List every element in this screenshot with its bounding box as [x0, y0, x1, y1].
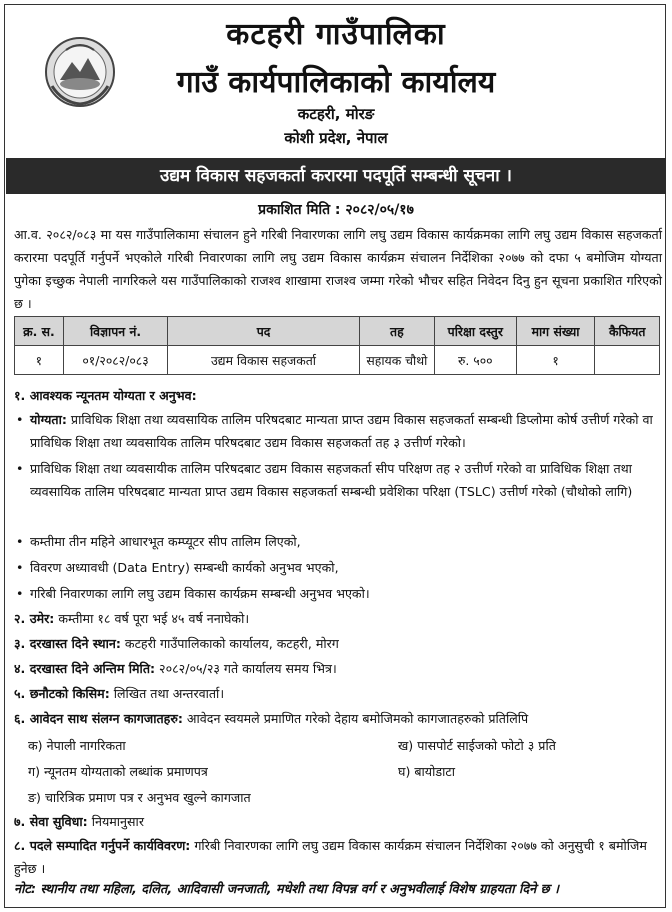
section-5-selection: ५. छनौटको किसिम: लिखित तथा अन्तरवार्ता। — [14, 686, 225, 701]
section-7-benefits: ७. सेवा सुविधा: नियमानुसार — [14, 814, 144, 829]
skill-test-bullet: • प्राविधिक शिक्षा तथा व्यवसायीक तालिम परिषदबाट उद्यम विकास सहजकर्ता सीप परिक्षण तह २ उत्तीर्ण गरेको वा प्राविधिक शिक्षा तथा व्यवसायिक तालिम परिषदबाट मान्यता प्राप्त उद्यम विकास सहजकर्ता सम्बन्धी प्रवेशिका परिक्षा (TSLC) उत्तीर्ण गरेको (चौथोको लागि) — [30, 457, 660, 503]
header-level: तह — [359, 317, 434, 346]
cell-post: उद्यम विकास सहजकर्ता — [168, 346, 360, 375]
header-advert-no: विज्ञापन नं. — [63, 317, 167, 346]
municipality-name: कटहरी गाउँपालिका — [226, 17, 446, 52]
section-6-documents: ६. आवेदन साथ संलग्न कागजातहरु: आवेदन स्वयमले प्रमाणित गरेको देहाय बमोजिमको कागजातहरुको प्रतिलिपि — [14, 711, 529, 726]
header-post: पद — [168, 317, 360, 346]
office-province: कोशी प्रदेश, नेपाल — [284, 129, 388, 147]
attachment-photo: ख) पासपोर्ट साईजको फोटो ३ प्रति — [398, 738, 556, 753]
cell-remarks — [595, 346, 660, 375]
note-text: नोट: स्थानीय तथा महिला, दलित, आदिवासी जनजाती, मधेशी तथा विपन्न वर्ग र अनुभवीलाई विशेष ग्राहयता दिने छ । — [14, 882, 559, 897]
published-date: प्रकाशित मिति : २०८२/०५/१७ — [258, 202, 414, 218]
attachment-citizenship: क) नेपाली नागरिकता — [28, 738, 126, 753]
cell-advert-no: ०१/२०८२/०८३ — [63, 346, 167, 375]
intro-paragraph: आ.व. २०८२/०८३ मा यस गाउँपालिकामा संचालन हुने गरिबी निवारणका लागि लघु उद्यम विकास कार्यक्रमका लागि लघु उद्यम विकास सहजकर्ता करारमा पदपूर्ति गर्नुपर्ने भएकोले गरिबी निवारणका लागि लघु उद्यम विकास कार्यक्रम संचालन निर्देशिका २०७७ को दफा ५ बमोजिम योग्यता पुगेका इच्छुक नेपाली नागरिकले यस गाउँपालिकाको राजश्व शाखामा राजश्व जम्मा गरेको भौचर सहित निवेदन दिनु हुन सूचना प्रकाशित गरिएको छ । — [14, 227, 662, 311]
vacancy-table — [14, 316, 660, 375]
table-header-row — [15, 317, 660, 346]
header-exam-fee: परिक्षा दस्तुर — [434, 317, 516, 346]
cell-demand: १ — [516, 346, 595, 375]
office-address: कटहरी, मोरङ — [297, 105, 375, 123]
section-2-age: २. उमेर: कम्तीमा १८ वर्ष पूरा भई ४५ वर्ष ननाघेको। — [14, 611, 250, 626]
header-sn: क्र. स. — [15, 317, 64, 346]
header-remarks: कैफियत — [595, 317, 660, 346]
section-3-location: ३. दरखास्त दिने स्थान: कटहरी गाउँपालिकाको कार्यालय, कटहरी, मोरग — [14, 636, 339, 651]
experience-bullet: • गरिबी निवारणका लागि लघु उद्यम विकास कार्यक्रम सम्बन्धी अनुभव भएको। — [30, 582, 660, 605]
section-1-title: १. आवश्यक न्यूनतम योग्यता र अनुभव: — [14, 388, 197, 403]
letterhead — [0, 0, 672, 152]
attachment-character-certificate: ङ) चारित्रिक प्रमाण पत्र र अनुभव खुल्ने कागजात — [28, 790, 251, 805]
header-demand: माग संख्या — [516, 317, 595, 346]
cell-sn: १ — [15, 346, 64, 375]
attachment-biodata: घ) बायोडाटा — [398, 764, 455, 779]
cell-level: सहायक चौथो — [359, 346, 434, 375]
data-entry-bullet: • विवरण अध्यावधी (Data Entry) सम्बन्धी कार्यको अनुभव भएको, — [30, 556, 660, 579]
section-8-job-description: ८. पदले सम्पादित गर्नुपर्ने कार्यविवरण: गरिबी निवारणका लागि लघु उद्यम विकास कार्यक्रम संचालन निर्देशिका २०७७ को अनुसुची १ बमोजिम हुनेछ । — [14, 838, 647, 876]
attachment-marksheet: ग) न्यूनतम योग्यताको लब्धांक प्रमाणपत्र — [28, 764, 208, 779]
office-name: गाउँ कार्यपालिकाको कार्यालय — [176, 65, 496, 100]
notice-title-banner: उद्यम विकास सहजकर्ता करारमा पदपूर्ति सम्बन्धी सूचना । — [6, 158, 666, 194]
table-row — [15, 346, 660, 375]
section-4-deadline: ४. दरखास्त दिने अन्तिम मिति: २०८२/०५/२३ गते कार्यालय समय भित्र। — [14, 661, 337, 676]
computer-training-bullet: • कम्तीमा तीन महिने आधारभूत कम्प्यूटर सीप तालिम लिएको, — [30, 530, 660, 553]
cell-exam-fee: रु. ५०० — [434, 346, 516, 375]
qualification-bullet: • योग्यता: प्राविधिक शिक्षा तथा व्यवसायिक तालिम परिषदबाट मान्यता प्राप्त उद्यम विकास सहजकर्ता सम्बन्धी डिप्लोमा कोर्ष उत्तीर्ण गरेको वा प्राविधिक शिक्षा तथा व्यवसायिक तालिम परिषदबाट उद्यम विकास सहजकर्ता तह ३ उत्तीर्ण गरेको। — [30, 408, 660, 454]
